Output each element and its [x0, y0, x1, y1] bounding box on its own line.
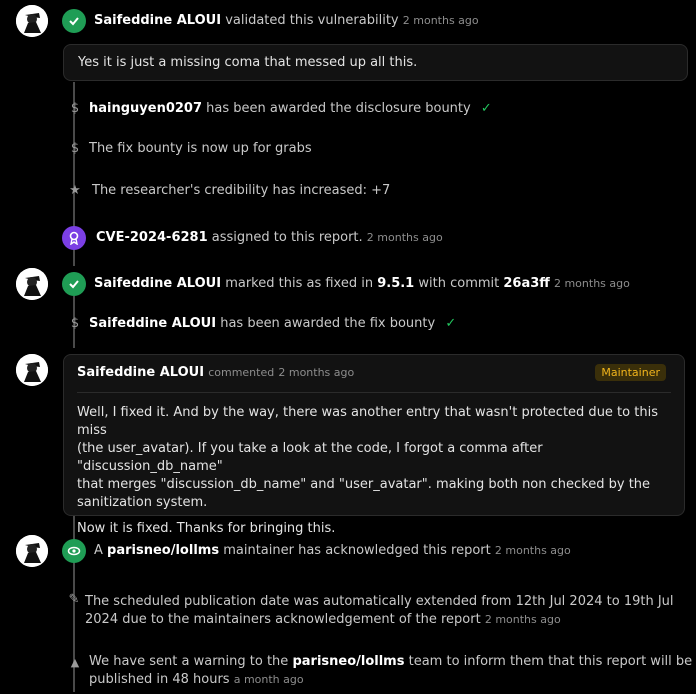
comment-card	[63, 354, 685, 536]
commit-link[interactable]: 26a3ff	[503, 276, 550, 291]
fixed-event: Saifeddine ALOUI marked this as fixed in 9.5.1 with commit 26a3ff 2 months ago	[94, 276, 630, 291]
comment-body: Well, I fixed it. And by the way, there was another entry that wasn't protected due to this miss (the user_avatar). If you take a look at the code, I forgot a comma after "discussion_db_name" that merges "discussion_db_name" and "user_avatar". making both non checked by the sanitization system. Now it is fixed. Thanks for bringing this.	[77, 405, 658, 536]
repo-link[interactable]: parisneo/lollms	[107, 543, 220, 558]
user-link[interactable]: Saifeddine ALOUI	[77, 365, 205, 380]
credibility-event: The researcher's credibility has increased: +7	[92, 183, 391, 198]
edit-icon: ✎	[68, 591, 80, 607]
check-icon	[62, 9, 86, 33]
avatar[interactable]	[16, 535, 48, 567]
schedule-event: The scheduled publication date was automatically extended from 12th Jul 2024 to 19th Jul 2024 due to the maintainers acknowledgement of the report 2 months ago	[85, 594, 674, 627]
cve-event: CVE-2024-6281 assigned to this report. 2 months ago	[96, 230, 443, 245]
fix-bounty-open-event: The fix bounty is now up for grabs	[89, 141, 312, 156]
eye-icon	[62, 539, 86, 563]
check-icon: ✓	[445, 316, 457, 331]
cve-link[interactable]: CVE-2024-6281	[96, 230, 208, 245]
repo-link[interactable]: parisneo/lollms	[292, 654, 405, 669]
comment-header: Saifeddine ALOUI commented 2 months ago	[77, 365, 355, 380]
user-link[interactable]: Saifeddine ALOUI	[94, 13, 222, 28]
award-icon	[62, 226, 86, 250]
avatar[interactable]	[16, 268, 48, 300]
version-tag: 9.5.1	[377, 276, 415, 291]
avatar[interactable]	[16, 354, 48, 386]
check-icon: ✓	[480, 101, 492, 116]
check-icon	[62, 272, 86, 296]
star-icon: ★	[69, 182, 81, 198]
disclosure-bounty-event: hainguyen0207 has been awarded the disclosure bounty ✓	[89, 101, 492, 116]
validated-event: Saifeddine ALOUI validated this vulnerability 2 months ago	[94, 13, 479, 28]
user-link[interactable]: Saifeddine ALOUI	[94, 276, 222, 291]
warning-icon: ▲	[70, 655, 80, 669]
divider	[77, 392, 671, 393]
user-link[interactable]: hainguyen0207	[89, 101, 203, 116]
fix-bounty-event: Saifeddine ALOUI has been awarded the fix bounty ✓	[89, 316, 457, 331]
dollar-icon: $	[70, 140, 80, 156]
dollar-icon: $	[70, 315, 80, 331]
validation-comment-card: Yes it is just a missing coma that messed up all this.	[63, 44, 688, 81]
dollar-icon: $	[70, 100, 80, 116]
acknowledged-event: A parisneo/lollms maintainer has acknowledged this report 2 months ago	[94, 543, 571, 558]
user-link[interactable]: Saifeddine ALOUI	[89, 316, 217, 331]
avatar[interactable]	[16, 5, 48, 37]
maintainer-badge: Maintainer	[595, 364, 666, 381]
warning-event: We have sent a warning to the parisneo/lollms team to inform them that this report will be published in 48 hours a month ago	[89, 654, 693, 687]
